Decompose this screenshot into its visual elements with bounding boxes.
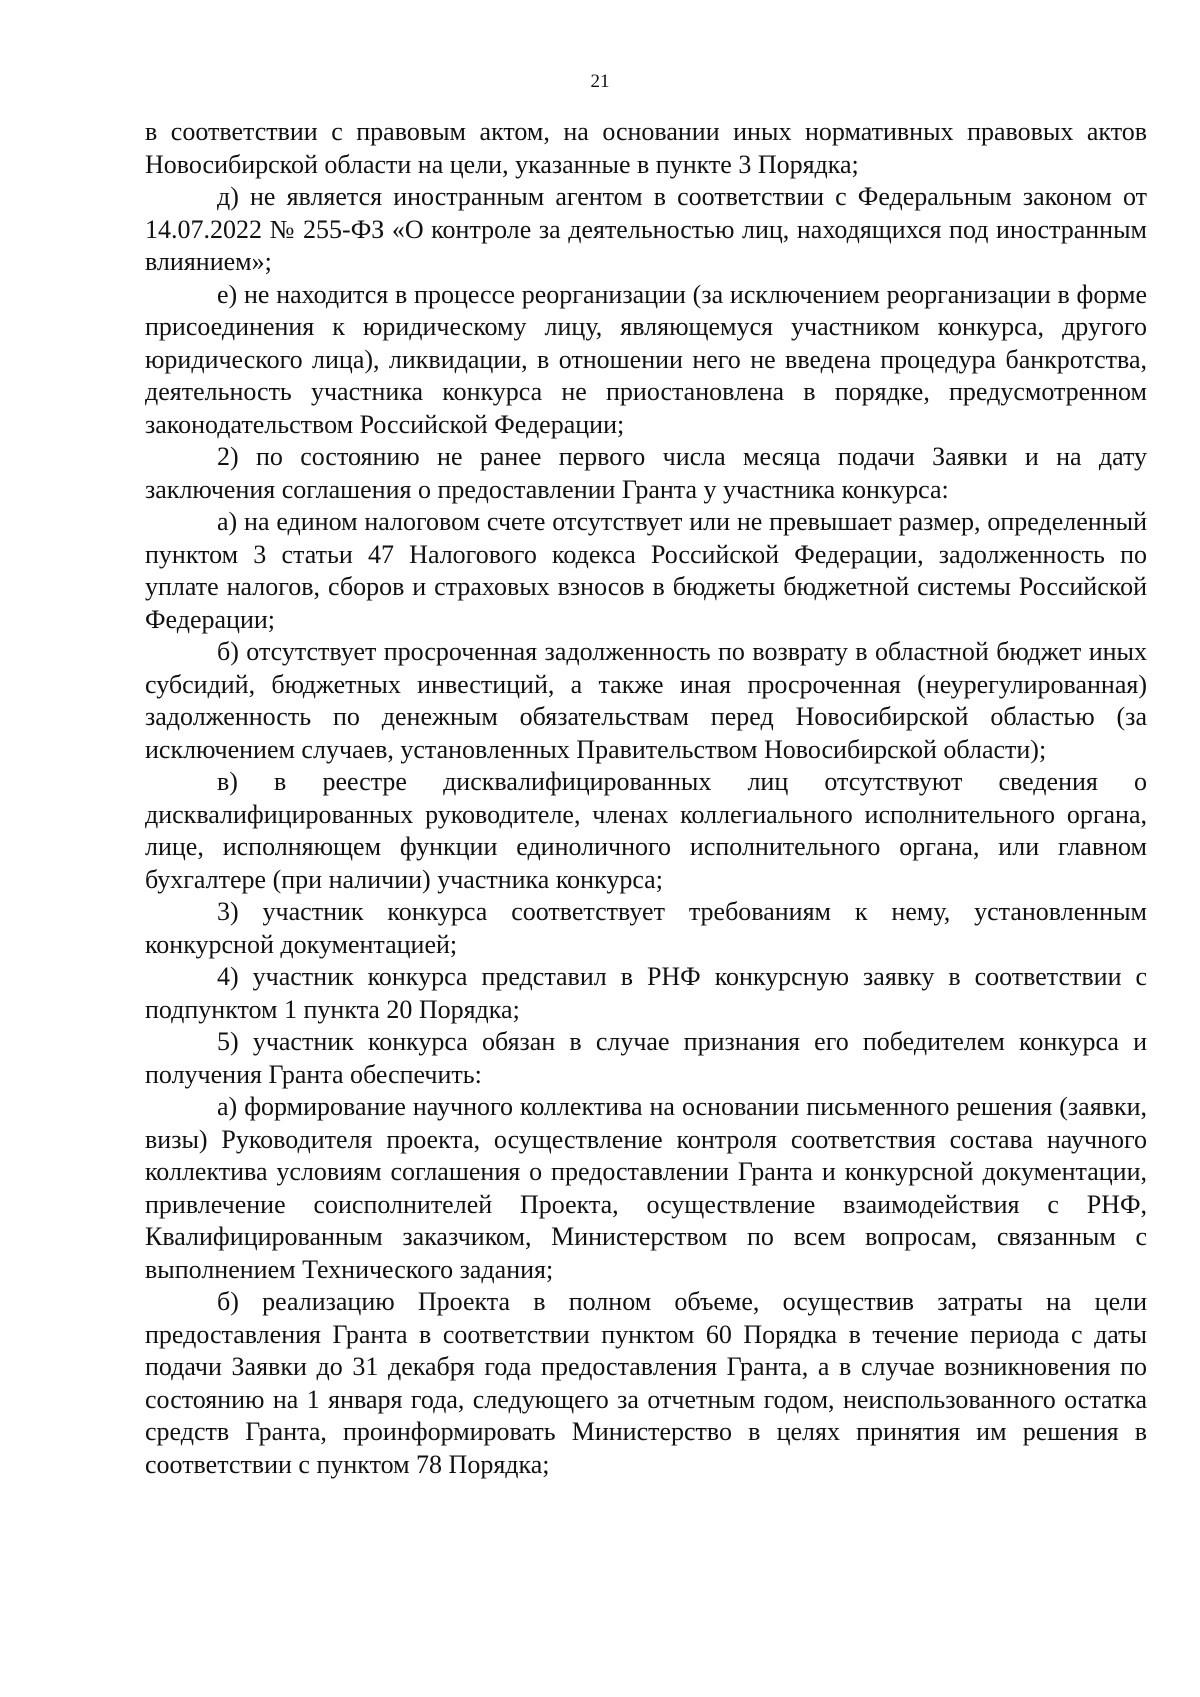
- paragraph-item-2v: в) в реестре дисквалифицированных лиц отсутствуют сведения о дисквалифицированных руководителе, членах коллегиального исполнительного органа, лице, исполняющем функции единоличного исполнительного органа, или главном бухгалтере (при наличии) участника конкурса;: [145, 767, 1147, 894]
- paragraph-item-3: 3) участник конкурса соответствует требованиям к нему, установленным конкурсной документацией;: [145, 897, 1147, 959]
- paragraph-item-2a: а) на едином налоговом счете отсутствует или не превышает размер, определенный пунктом 3 статьи 47 Налогового кодекса Российской Федерации, задолженность по уплате налогов, сборов и страховых взносов в бюджеты бюджетной системы Российской Федерации;: [145, 507, 1147, 634]
- paragraph-item-4: 4) участник конкурса представил в РНФ конкурсную заявку в соответствии с подпунктом 1 пункта 20 Порядка;: [145, 962, 1147, 1024]
- paragraph-item-2: 2) по состоянию не ранее первого числа месяца подачи Заявки и на дату заключения соглашения о предоставлении Гранта у участника конкурса:: [145, 442, 1147, 504]
- page-number: 21: [590, 71, 610, 92]
- paragraph-item-d: д) не является иностранным агентом в соответствии с Федеральным законом от 14.07.2022 № 255-ФЗ «О контроле за деятельностью лиц, находящихся под иностранным влиянием»;: [145, 182, 1147, 276]
- paragraph-item-5: 5) участник конкурса обязан в случае признания его победителем конкурса и получения Гранта обеспечить:: [145, 1027, 1147, 1089]
- paragraph-continuation: в соответствии с правовым актом, на основании иных нормативных правовых актов Новосибирской области на цели, указанные в пункте 3 Порядка;: [145, 117, 1147, 179]
- paragraph-item-5b: б) реализацию Проекта в полном объеме, осуществив затраты на цели предоставления Гранта в соответствии пунктом 60 Порядка в течение периода с даты подачи Заявки до 31 декабря года предоставления Гранта, а в случае возникновения по состоянию на 1 января года, следующего за отчетным годом, неиспользованного остатка средств Гранта, проинформировать Министерство в целях принятия им решения в соответствии с пунктом 78 Порядка;: [145, 1287, 1147, 1479]
- paragraph-item-2b: б) отсутствует просроченная задолженность по возврату в областной бюджет иных субсидий, бюджетных инвестиций, а также иная просроченная (неурегулированная) задолженность по денежным обязательствам перед Новосибирской областью (за исключением случаев, установленных Правительством Новосибирской области);: [145, 637, 1147, 764]
- paragraph-item-5a: а) формирование научного коллектива на основании письменного решения (заявки, визы) Руководителя проекта, осуществление контроля соответствия состава научного коллектива условиям соглашения о предоставлении Гранта и конкурсной документации, привлечение соисполнителей Проекта, осуществление взаимодействия с РНФ, Квалифицированным заказчиком, Министерством по всем вопросам, связанным с выполнением Технического задания;: [145, 1092, 1147, 1284]
- paragraph-item-e: е) не находится в процессе реорганизации (за исключением реорганизации в форме присоединения к юридическому лицу, являющемуся участником конкурса, другого юридического лица), ликвидации, в отношении него не введена процедура банкротства, деятельность участника конкурса не приостановлена в порядке, предусмотренном законодательством Российской Федерации;: [145, 279, 1147, 439]
- document-body: [145, 116, 1147, 1481]
